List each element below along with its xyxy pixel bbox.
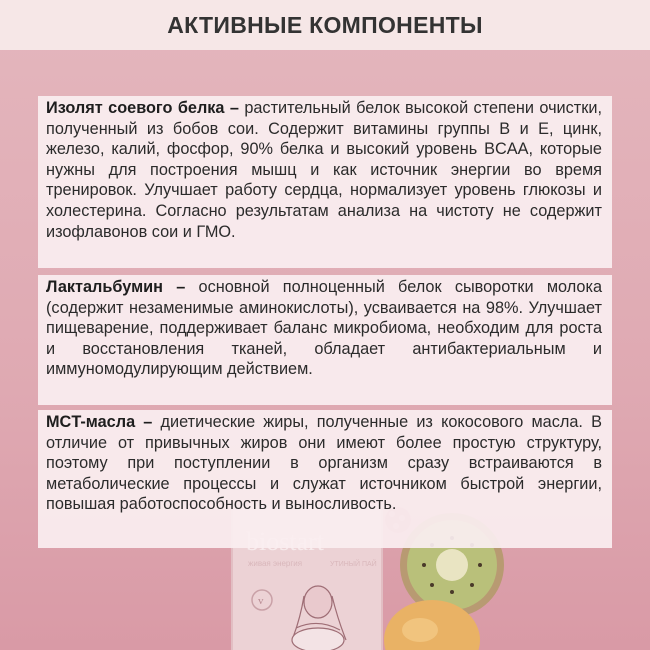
header-bar xyxy=(0,0,650,50)
component-description: диетические жиры, полученные из кокосового масла. В отличие от привычных жиров они имеют более простую структуру, поэтому при поступлении в организм сразу встраиваются в метаболические процессы и служат источником быстрой энергии, повышая работоспособность и выносливость. xyxy=(46,413,602,514)
component-name: MCT-масла – xyxy=(46,413,153,431)
component-card-mct-oil xyxy=(38,410,612,548)
product-flavor: УТИНЫЙ ПАЙ xyxy=(330,561,377,568)
component-description: основной полноценный белок сыворотки молока (содержит незаменимые аминокислоты), усваивается на 98%. Улучшает пищеварение, поддерживает баланс микробиома, необходим для роста и восстановления тканей, обладает антибактериальным и иммуномодулирующим действием. xyxy=(46,278,603,379)
component-card-soy-isolate xyxy=(38,96,612,268)
component-name: Изолят соевого белка – xyxy=(46,99,239,117)
component-card-lactalbumin xyxy=(38,275,612,405)
page-title: АКТИВНЫЕ КОМПОНЕНТЫ xyxy=(167,11,483,38)
svg-text:v: v xyxy=(258,595,264,607)
component-description: растительный белок высокой степени очистки, полученный из бобов сои. Содержит витамины группы B и E, цинк, железо, калий, фосфор, 90% белка и высокий уровень BCAA, которые нужны для построения мышц и как источник энергии во время тренировок. Улучшает работу сердца, нормализует уровень глюкозы и холестерина. Согласно результатам анализа на чистоту не содержит изофлавонов сои и ГМО. xyxy=(46,99,602,241)
component-name: Лактальбумин – xyxy=(46,278,186,296)
product-subtitle: живая энергия xyxy=(248,559,303,568)
